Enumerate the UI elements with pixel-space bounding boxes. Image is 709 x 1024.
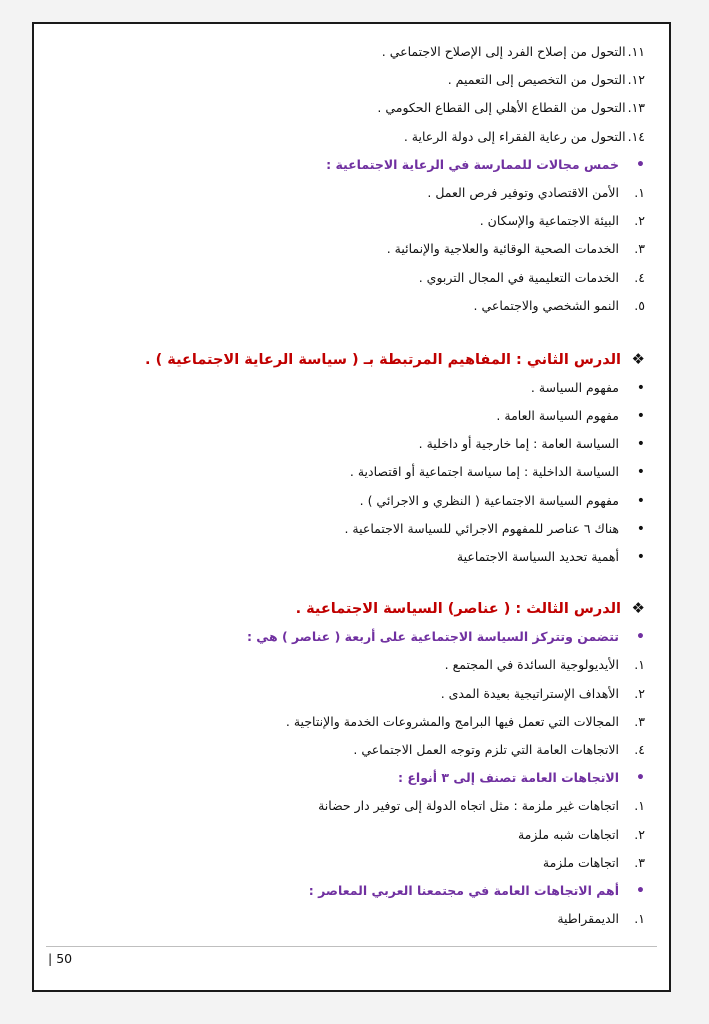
- bullet-icon: •: [636, 156, 645, 173]
- heading-text: أهم الاتجاهات العامة في مجتمعنا العربي المعاصر :: [308, 882, 619, 898]
- list-item: [46, 487, 645, 515]
- list-item: [46, 651, 645, 679]
- list-text: التحول من التخصيص إلى التعميم .: [447, 72, 626, 88]
- fields-heading: [46, 151, 645, 179]
- heading-text: خمس مجالات للممارسة في الرعاية الاجتماعية :: [326, 156, 619, 172]
- heading-text: الدرس الثاني : المفاهيم المرتبطة بـ ( سياسة الرعاية الاجتماعية ) .: [145, 351, 621, 368]
- list-number: ٥.: [634, 297, 645, 313]
- bullet-icon: •: [636, 464, 645, 481]
- list-text: البيئة الاجتماعية والإسكان .: [479, 213, 619, 229]
- list-text: مفهوم السياسة الاجتماعية ( النظري و الاجرائي ) .: [359, 492, 619, 508]
- list-number: ٣.: [634, 241, 645, 257]
- list-item: [46, 543, 645, 571]
- list-item: [46, 708, 645, 736]
- list-number: ١١.: [627, 44, 645, 59]
- list-text: اتجاهات شبه ملزمة: [517, 826, 619, 842]
- list-number: ١.: [634, 911, 645, 927]
- list-text: الاتجاهات العامة التي تلزم وتوجه العمل الاجتماعي .: [353, 741, 619, 757]
- list-number: ٢.: [634, 213, 645, 229]
- list-number: ٣.: [634, 713, 645, 729]
- list-item: [46, 736, 645, 764]
- list-number: ٢.: [634, 826, 645, 842]
- spacer: [46, 571, 645, 593]
- list-text: الخدمات الصحية الوقائية والعلاجية والإنمائية .: [386, 241, 619, 257]
- bullet-icon: •: [636, 492, 645, 509]
- page-number-separator: |: [48, 951, 53, 966]
- heading-text: الاتجاهات العامة تصنف إلى ٣ أنواع :: [398, 770, 619, 786]
- bullet-icon: •: [636, 520, 645, 537]
- list-text: السياسة الداخلية : إما سياسة اجتماعية أو اقتصادية .: [349, 464, 619, 480]
- list-text: أهمية تحديد السياسة الاجتماعية: [456, 549, 619, 564]
- list-text: النمو الشخصي والاجتماعي .: [473, 297, 619, 313]
- list-item: [46, 235, 645, 263]
- list-text: مفهوم السياسة .: [530, 379, 619, 395]
- page-footer: [46, 946, 657, 966]
- trends-heading: [46, 764, 645, 792]
- list-number: ٤.: [634, 269, 645, 285]
- list-number: ١٢.: [627, 72, 645, 88]
- main-trends-heading: [46, 877, 645, 905]
- list-number: ١.: [634, 184, 645, 200]
- list-text: اتجاهات ملزمة: [542, 854, 619, 870]
- page-content: [46, 38, 645, 933]
- list-item: [46, 207, 645, 235]
- list-number: ١٣.: [627, 100, 645, 116]
- bullet-icon: •: [636, 379, 645, 396]
- list-number: ٢.: [634, 685, 645, 701]
- list-item: [46, 430, 645, 458]
- list-item: [46, 680, 645, 708]
- lesson-2-heading: [46, 344, 645, 374]
- list-item: [46, 849, 645, 877]
- bullet-icon: •: [636, 408, 645, 425]
- elements-heading: [46, 623, 645, 651]
- bullet-icon: •: [636, 882, 645, 899]
- list-text: هناك ٦ عناصر للمفهوم الاجرائي للسياسة الاجتماعية .: [344, 520, 619, 536]
- list-number: ٣.: [634, 854, 645, 870]
- list-item: [46, 458, 645, 486]
- bullet-icon: •: [636, 549, 645, 565]
- list-text: السياسة العامة : إما خارجية أو داخلية .: [418, 436, 619, 452]
- list-text: التحول من إصلاح الفرد إلى الإصلاح الاجتماعي .: [381, 44, 626, 59]
- list-item: [46, 792, 645, 820]
- list-item: [46, 374, 645, 402]
- lesson-3-heading: [46, 593, 645, 623]
- list-item: [46, 179, 645, 207]
- list-item: [46, 515, 645, 543]
- list-text: الديمقراطية: [557, 911, 619, 927]
- list-item: [46, 821, 645, 849]
- list-item: [46, 905, 645, 933]
- list-item: [46, 264, 645, 292]
- list-text: الأمن الاقتصادي وتوفير فرص العمل .: [427, 184, 619, 200]
- list-number: ١٤.: [627, 128, 645, 144]
- bullet-icon: •: [636, 436, 645, 453]
- list-number: ١.: [634, 657, 645, 673]
- list-item: [46, 66, 645, 94]
- diamond-bullet-icon: ❖: [631, 599, 645, 618]
- list-item: [46, 123, 645, 151]
- list-number: ٤.: [634, 741, 645, 757]
- list-text: التحول من القطاع الأهلي إلى القطاع الحكومي .: [377, 100, 626, 116]
- heading-text: الدرس الثالث : ( عناصر) السياسة الاجتماعية .: [295, 601, 621, 618]
- bullet-icon: •: [636, 629, 645, 646]
- list-item: [46, 94, 645, 122]
- bullet-icon: •: [636, 770, 645, 787]
- list-text: التحول من رعاية الفقراء إلى دولة الرعاية .: [403, 128, 626, 144]
- list-text: الأهداف الإستراتيجية بعيدة المدى .: [440, 685, 619, 701]
- page-number: [48, 951, 72, 966]
- list-item: [46, 402, 645, 430]
- heading-text: تتضمن وتتركز السياسة الاجتماعية على أربعة ( عناصر ) هي :: [246, 629, 619, 645]
- list-item: [46, 292, 645, 320]
- diamond-bullet-icon: ❖: [631, 349, 645, 368]
- list-text: الخدمات التعليمية في المجال التربوي .: [418, 269, 619, 285]
- list-number: ١.: [634, 798, 645, 814]
- list-text: الأيديولوجية السائدة في المجتمع .: [444, 657, 619, 673]
- list-text: اتجاهات غير ملزمة : مثل اتجاه الدولة إلى توفير دار حضانة: [318, 798, 619, 814]
- list-item: [46, 38, 645, 66]
- spacer: [46, 320, 645, 344]
- list-text: مفهوم السياسة العامة .: [496, 408, 619, 424]
- document-page: [32, 22, 671, 992]
- page-number-value: 50: [56, 951, 73, 966]
- list-text: المجالات التي تعمل فيها البرامج والمشروعات الخدمة والإنتاجية .: [285, 713, 619, 729]
